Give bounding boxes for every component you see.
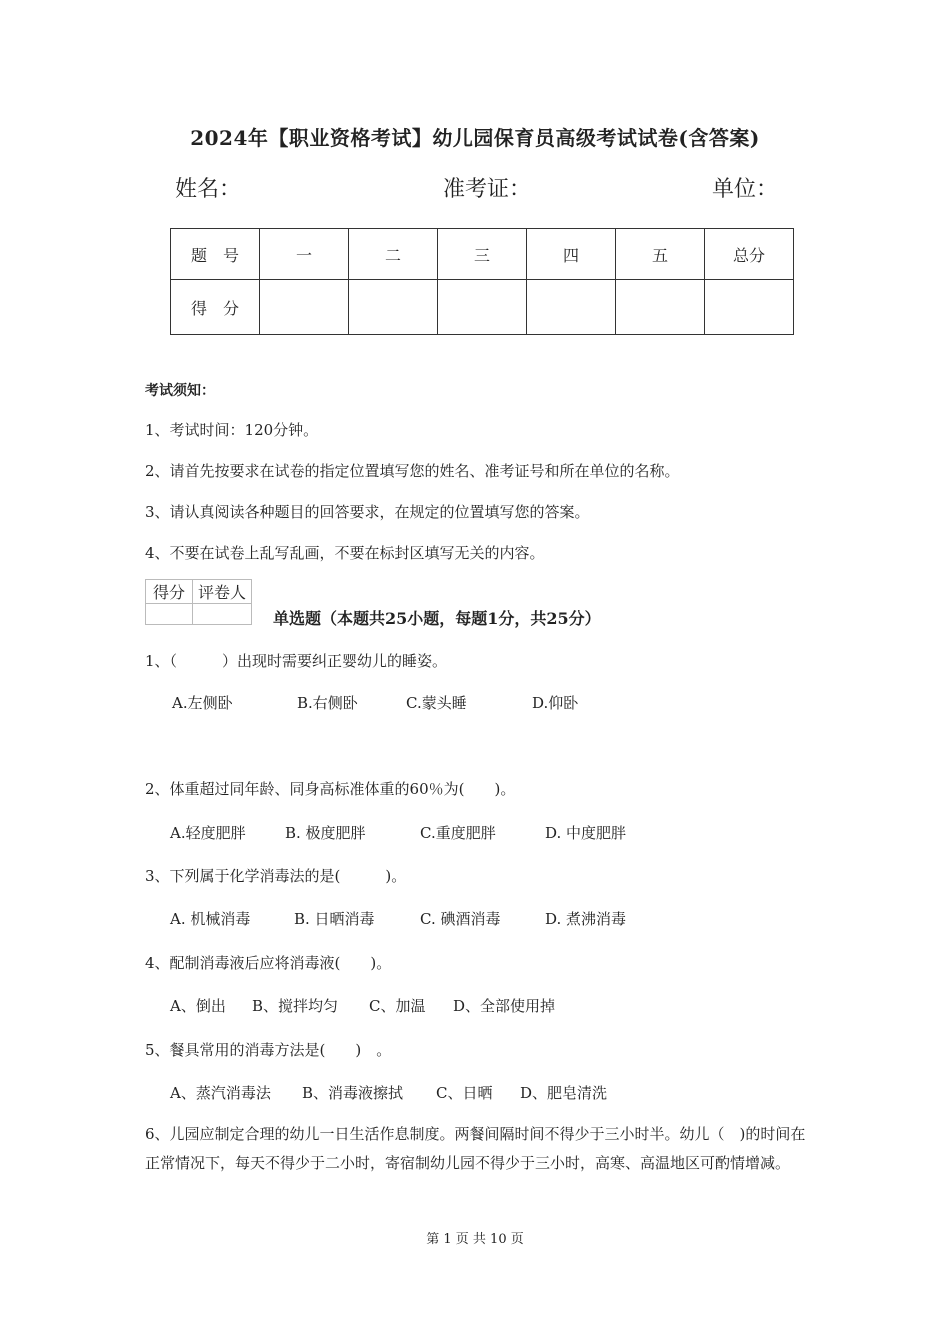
question-stem: 4、配制消毒液后应将消毒液( )。 (145, 954, 392, 972)
question-option: D.仰卧 (532, 694, 579, 712)
question-option: C、日晒 (436, 1084, 493, 1102)
score-cell[interactable] (705, 280, 794, 335)
note-item: 1、考试时间：120分钟。 (145, 421, 319, 439)
score-cell[interactable] (349, 280, 438, 335)
question-option: D、肥皂清洗 (520, 1084, 608, 1102)
grader-reviewer-label: 评卷人 (193, 580, 252, 604)
score-table-header-row (171, 229, 794, 280)
grader-table (145, 579, 252, 625)
question-option: B. 日晒消毒 (294, 910, 375, 928)
note-item: 2、请首先按要求在试卷的指定位置填写您的姓名、准考证号和所在单位的名称。 (145, 462, 680, 480)
question-option: D. 中度肥胖 (545, 824, 627, 842)
question-option: C. 碘酒消毒 (420, 910, 501, 928)
note-item: 3、请认真阅读各种题目的回答要求，在规定的位置填写您的答案。 (145, 503, 590, 521)
score-table-header: 一 (260, 229, 349, 280)
score-table-header: 题 号 (171, 229, 260, 280)
question-stem: 3、下列属于化学消毒法的是( )。 (145, 867, 407, 885)
name-field-label: 姓名： (175, 177, 242, 202)
question-option: D、全部使用掉 (453, 997, 556, 1015)
score-table-header: 五 (616, 229, 705, 280)
grader-reviewer-cell[interactable] (193, 604, 252, 625)
question-option: A.轻度肥胖 (170, 824, 246, 842)
grader-score-label: 得分 (146, 580, 193, 604)
grader-score-cell[interactable] (146, 604, 193, 625)
question-option: D. 煮沸消毒 (545, 910, 627, 928)
score-table (170, 228, 794, 335)
question-option: B、搅拌均匀 (252, 997, 339, 1015)
question-option: B. 极度肥胖 (285, 824, 366, 842)
question-stem: 1、（ ）出现时需要纠正婴幼儿的睡姿。 (145, 652, 448, 670)
score-cell[interactable] (616, 280, 705, 335)
document-title: 2024年【职业资格考试】幼儿园保育员高级考试试卷(含答案) (190, 126, 760, 150)
exam-id-field-label: 准考证： (443, 177, 532, 202)
score-table-header: 三 (438, 229, 527, 280)
question-option: A、蒸汽消毒法 (170, 1084, 271, 1102)
score-cell[interactable] (260, 280, 349, 335)
score-table-header: 四 (527, 229, 616, 280)
question-option: A.左侧卧 (172, 694, 233, 712)
question-stem: 2、体重超过同年龄、同身高标准体重的60％为( )。 (145, 780, 516, 798)
page-footer: 第 1 页 共 10 页 (426, 1232, 524, 1247)
question-stem: 6、儿园应制定合理的幼儿一日生活作息制度。两餐间隔时间不得少于三小时半。幼儿（ )的时间在正常情况下，每天不得少于二小时，寄宿制幼儿园不得少于三小时，高寒、高温地区可酌情增减。 (145, 1125, 806, 1172)
question-option: C.蒙头睡 (406, 694, 467, 712)
score-cell[interactable] (438, 280, 527, 335)
score-table-header: 二 (349, 229, 438, 280)
note-item: 4、不要在试卷上乱写乱画，不要在标封区填写无关的内容。 (145, 544, 545, 562)
question-option: B、消毒液擦拭 (302, 1084, 404, 1102)
question-option: C、加温 (369, 997, 426, 1015)
question-option: A、倒出 (170, 997, 226, 1015)
score-cell[interactable] (527, 280, 616, 335)
question-option: A. 机械消毒 (170, 910, 251, 928)
question-option: C.重度肥胖 (420, 824, 496, 842)
score-table-score-row (171, 280, 794, 335)
question-option: B.右侧卧 (297, 694, 358, 712)
section-title: 单选题（本题共25小题，每题1分，共25分） (273, 609, 601, 628)
score-row-label: 得 分 (171, 280, 260, 335)
question-stem: 5、餐具常用的消毒方法是( ) 。 (145, 1041, 392, 1059)
notes-heading: 考试须知： (145, 383, 215, 399)
score-table-header: 总分 (705, 229, 794, 280)
unit-field-label: 单位： (712, 177, 779, 202)
